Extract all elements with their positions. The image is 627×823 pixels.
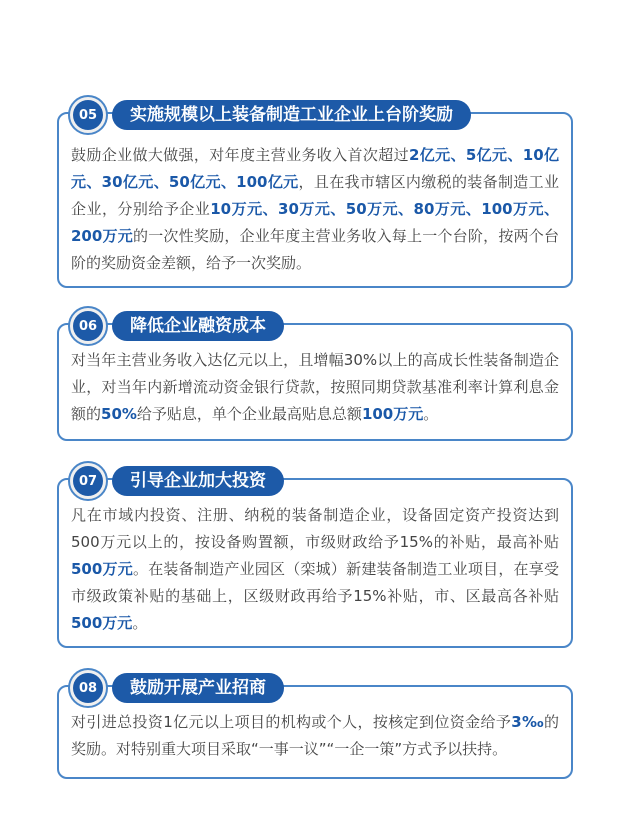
section-title: 引导企业加大投资 xyxy=(112,466,284,496)
emphasis-text: 50% xyxy=(101,405,137,423)
emphasis-text: 100万元 xyxy=(361,405,424,423)
emphasis-text: 10万元、30万元、50万元、80万元、100万元、200万元 xyxy=(71,200,559,245)
body-text: ，且在我市辖区内缴税的装备制造工业企业，分别给予企业 xyxy=(71,173,559,218)
section-number-badge xyxy=(68,668,108,708)
section-number-badge xyxy=(68,306,108,346)
body-text: 给予贴息，单个企业最高贴息总额 xyxy=(136,405,362,423)
section-title: 鼓励开展产业招商 xyxy=(112,673,284,703)
section-body xyxy=(71,142,559,277)
body-text: 的一次性奖励，企业年度主营业务收入每上一个台阶，按两个台阶的奖励资金差额，给予一次奖励。 xyxy=(71,227,559,272)
section-number: 05 xyxy=(73,100,103,130)
body-text: 凡在市域内投资、注册、纳税的装备制造企业，设备固定资产投资达到500万元以上的，按设备购置额，市级财政给予15%的补贴，最高补贴 xyxy=(71,506,559,551)
section-number: 07 xyxy=(73,466,103,496)
section-card xyxy=(57,478,573,648)
body-text: 鼓励企业做大做强，对年度主营业务收入首次超过 xyxy=(71,146,409,164)
body-text: 。 xyxy=(132,614,148,632)
emphasis-text: 500万元 xyxy=(71,560,133,578)
body-text: 。 xyxy=(423,405,439,423)
section-body xyxy=(71,709,559,763)
body-text: 。在装备制造产业园区（栾城）新建装备制造工业项目，在享受市级政策补贴的基础上，区级财政再给予15%补贴，市、区最高各补贴 xyxy=(71,560,559,605)
section-body xyxy=(71,347,559,428)
section-number-badge xyxy=(68,95,108,135)
body-text: 的奖励。对特别重大项目采取“一事一议”“一企一策”方式予以扶持。 xyxy=(71,713,559,758)
section-title: 降低企业融资成本 xyxy=(112,311,284,341)
section-body xyxy=(71,502,559,637)
section-card xyxy=(57,112,573,288)
body-text: 对引进总投资1亿元以上项目的机构或个人，按核定到位资金给予 xyxy=(71,713,512,731)
emphasis-text: 2亿元、5亿元、10亿元、30亿元、50亿元、100亿元 xyxy=(71,146,559,191)
emphasis-text: 500万元 xyxy=(71,614,133,632)
section-number: 06 xyxy=(73,311,103,341)
emphasis-text: 3‰ xyxy=(511,713,544,731)
section-number-badge xyxy=(68,461,108,501)
body-text: 对当年主营业务收入达亿元以上，且增幅30%以上的高成长性装备制造企业，对当年内新增流动资金银行贷款，按照同期贷款基准利率计算利息金额的 xyxy=(71,351,559,423)
section-title: 实施规模以上装备制造工业企业上台阶奖励 xyxy=(112,100,471,130)
section-number: 08 xyxy=(73,673,103,703)
